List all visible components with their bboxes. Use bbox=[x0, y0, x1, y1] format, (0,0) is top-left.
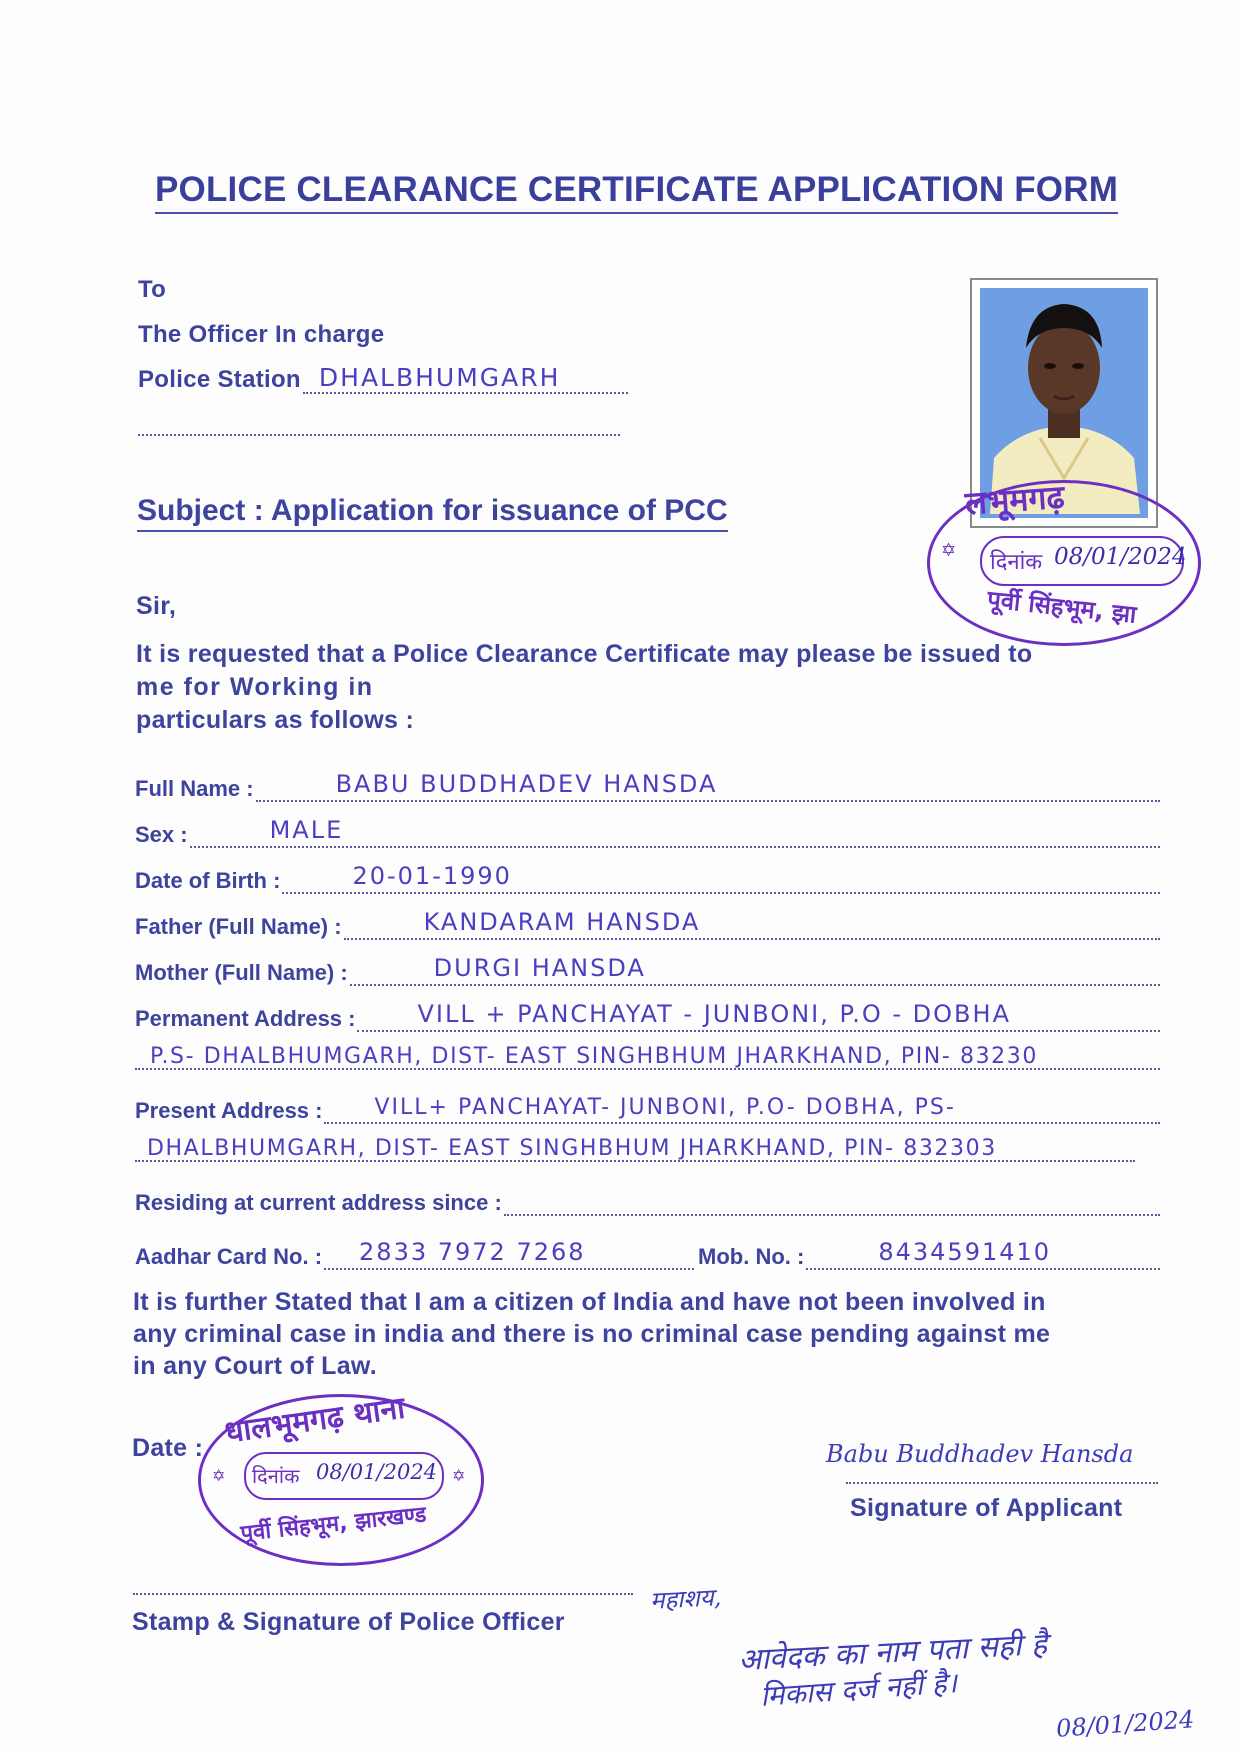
dob-value: 20-01-1990 bbox=[352, 862, 512, 890]
full-name-row bbox=[135, 768, 1160, 802]
request-line-3: particulars as follows : bbox=[136, 706, 415, 734]
photo-seal-date: 08/01/2024 bbox=[1054, 544, 1187, 570]
photo-seal-stamp bbox=[925, 478, 1205, 648]
police-station-row bbox=[138, 363, 628, 394]
present-address-line-1: VILL+ PANCHAYAT- JUNBONI, P.O- DOBHA, PS- bbox=[374, 1095, 956, 1120]
full-name-field[interactable] bbox=[256, 772, 1160, 802]
full-name-value: BABU BUDDHADEV HANSDA bbox=[335, 770, 718, 798]
residing-label: Residing at current address since : bbox=[135, 1190, 502, 1215]
mob-field[interactable] bbox=[806, 1240, 1160, 1270]
officer-label: The Officer In charge bbox=[138, 321, 385, 348]
officer-note-line-2: मिकास दर्ज नहीं है। bbox=[759, 1666, 959, 1713]
declaration-line-2: any criminal case in india and there is no criminal case pending against me bbox=[133, 1320, 1051, 1348]
police-stamp-date: 08/01/2024 bbox=[316, 1460, 438, 1484]
police-station-stamp bbox=[196, 1392, 486, 1568]
dob-row bbox=[135, 860, 1160, 894]
mother-label: Mother (Full Name) : bbox=[135, 960, 348, 985]
sex-label: Sex : bbox=[135, 822, 188, 847]
applicant-signature-label: Signature of Applicant bbox=[850, 1494, 1123, 1522]
mob-value: 8434591410 bbox=[878, 1238, 1052, 1266]
police-stamp-date-box bbox=[244, 1452, 444, 1500]
photo-seal-station: लभूमगढ़ bbox=[963, 477, 1066, 523]
aadhar-mob-row bbox=[135, 1236, 1160, 1270]
mob-label: Mob. No. : bbox=[698, 1244, 805, 1269]
applicant-signature-line bbox=[846, 1481, 1158, 1484]
aadhar-value: 2833 7972 7268 bbox=[359, 1238, 586, 1266]
police-station-label: Police Station bbox=[138, 366, 301, 393]
sex-field[interactable] bbox=[190, 818, 1160, 848]
police-stamp-star-left-icon: ✡ bbox=[212, 1466, 226, 1485]
declaration-line-3: in any Court of Law. bbox=[133, 1352, 377, 1380]
permanent-address-field[interactable] bbox=[357, 1002, 1160, 1032]
residing-field[interactable] bbox=[504, 1186, 1160, 1216]
address-blank-line bbox=[138, 433, 620, 436]
father-field[interactable] bbox=[344, 910, 1160, 940]
dob-label: Date of Birth : bbox=[135, 868, 281, 893]
residing-row bbox=[135, 1182, 1160, 1216]
permanent-address-line-1: VILL + PANCHAYAT - JUNBONI, P.O - DOBHA bbox=[417, 1000, 1011, 1028]
photo-seal-date-box bbox=[980, 536, 1187, 586]
present-address-line-2: DHALBHUMGARH, DIST- EAST SINGHBHUM JHARKHAND, PIN- 832303 bbox=[147, 1136, 997, 1161]
present-address-field[interactable] bbox=[324, 1094, 1160, 1124]
full-name-label: Full Name : bbox=[135, 776, 254, 801]
police-stamp-district: पूर्वी सिंहभूम, झारखण्ड bbox=[239, 1502, 428, 1547]
officer-note-salutation: महाशय, bbox=[649, 1583, 722, 1615]
request-line-1: It is requested that a Police Clearance Certificate may please be issued to bbox=[136, 640, 1033, 668]
aadhar-label: Aadhar Card No. : bbox=[135, 1244, 323, 1269]
permanent-address-row bbox=[135, 998, 1160, 1032]
applicant-signature: Babu Buddhadev Hansda bbox=[826, 1440, 1134, 1468]
police-stamp-date-prefix: दिनांक bbox=[252, 1464, 300, 1488]
police-stamp-station-name: धालभूमगढ़ थाना bbox=[222, 1390, 408, 1451]
salutation: Sir, bbox=[136, 592, 177, 620]
officer-note-line-1: आवेदक का नाम पता सही है bbox=[737, 1626, 1048, 1679]
police-station-fill bbox=[303, 363, 628, 394]
police-stamp-star-right-icon: ✡ bbox=[452, 1466, 466, 1485]
subject-line: Subject : Application for issuance of PCC bbox=[137, 494, 728, 532]
photo-seal-date-prefix: दिनांक bbox=[990, 550, 1043, 575]
present-address-row bbox=[135, 1090, 1160, 1124]
permanent-address-line-2: P.S- DHALBHUMGARH, DIST- EAST SINGHBHUM JHARKHAND, PIN- 83230 bbox=[150, 1044, 1038, 1069]
mother-value: DURGI HANSDA bbox=[433, 954, 646, 982]
father-row bbox=[135, 906, 1160, 940]
father-value: KANDARAM HANSDA bbox=[423, 908, 701, 936]
dob-field[interactable] bbox=[282, 864, 1160, 894]
police-signature-label: Stamp & Signature of Police Officer bbox=[132, 1608, 565, 1636]
permanent-address-label: Permanent Address : bbox=[135, 1006, 356, 1031]
police-station-value: DHALBHUMGARH bbox=[318, 363, 561, 392]
request-line-2: me for Working in bbox=[136, 673, 374, 701]
present-address-label: Present Address : bbox=[135, 1098, 323, 1123]
date-label: Date : bbox=[132, 1434, 204, 1462]
sex-value: MALE bbox=[269, 816, 344, 844]
aadhar-field[interactable] bbox=[324, 1240, 694, 1270]
officer-note-date: 08/01/2024 bbox=[1055, 1705, 1196, 1743]
father-label: Father (Full Name) : bbox=[135, 914, 342, 939]
declaration-line-1: It is further Stated that I am a citizen of India and have not been involved in bbox=[133, 1288, 1046, 1316]
photo-seal-star-icon: ✡ bbox=[941, 540, 957, 561]
police-signature-line bbox=[133, 1592, 633, 1595]
photo-seal-district: पूर्वी सिंहभूम, झा bbox=[985, 585, 1138, 629]
mother-field[interactable] bbox=[350, 956, 1160, 986]
form-title: POLICE CLEARANCE CERTIFICATE APPLICATION FORM bbox=[155, 170, 1118, 214]
sex-row bbox=[135, 814, 1160, 848]
mother-row bbox=[135, 952, 1160, 986]
to-label: To bbox=[138, 276, 167, 303]
